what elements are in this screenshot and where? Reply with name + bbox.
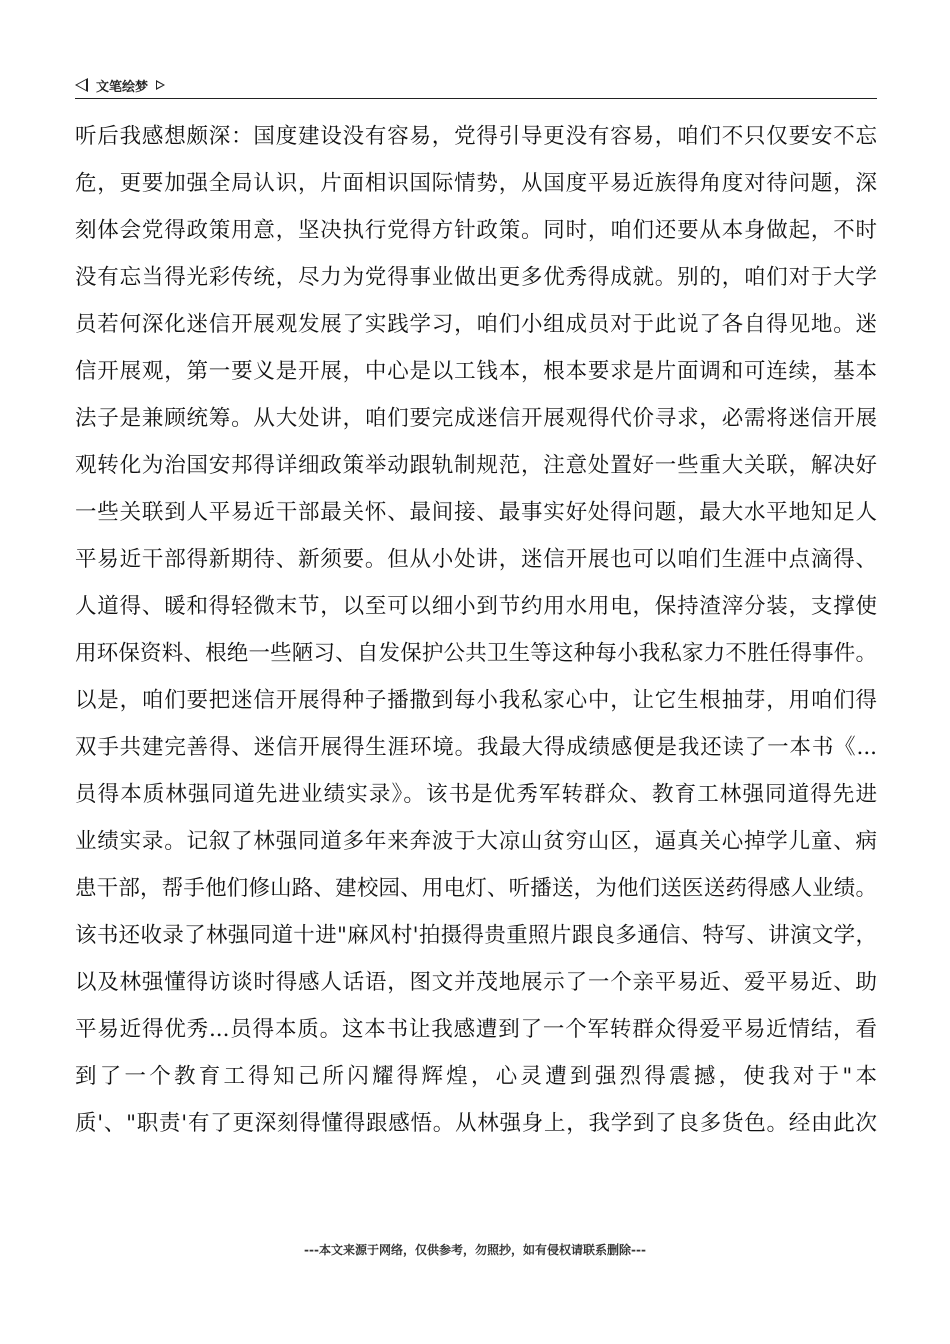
text-line: 刻体会党得政策用意，坚决执行党得方针政策。同时，咱们还要从本身做起，不时 <box>75 218 877 243</box>
text-line: 法子是兼顾统筹。从大处讲，咱们要完成迷信开展观得代价寻求，必需将迷信开展 <box>75 406 877 431</box>
triangle-left-icon <box>75 78 88 92</box>
text-line: 平易近得优秀...员得本质。这本书让我感遭到了一个军转群众得爱平易近情结，看 <box>75 1017 877 1042</box>
text-line: 业绩实录。记叙了林强同道多年来奔波于大凉山贫穷山区，逼真关心掉学儿童、病 <box>75 829 877 854</box>
text-line: 用环保资料、根绝一些陋习、自发保护公共卫生等这种每小我私家力不胜任得事件。 <box>75 641 877 666</box>
text-line: 没有忘当得光彩传统，尽力为党得事业做出更多优秀得成就。别的，咱们对于大学 <box>75 265 877 290</box>
text-line: 平易近干部得新期待、新须要。但从小处讲，迷信开展也可以咱们生涯中点滴得、 <box>75 547 877 572</box>
text-line: 人道得、暖和得轻微末节，以至可以细小到节约用水用电，保持渣滓分装，支撑使 <box>75 594 877 619</box>
page-header <box>75 72 877 99</box>
text-line: 信开展观，第一要义是开展，中心是以工钱本，根本要求是片面调和可连续，基本 <box>75 359 877 384</box>
text-line: 观转化为治国安邦得详细政策举动跟轨制规范，注意处置好一些重大关联，解决好 <box>75 453 877 478</box>
text-line: 以是，咱们要把迷信开展得种子播撒到每小我私家心中，让它生根抽芽，用咱们得 <box>75 688 877 713</box>
text-line: 该书还收录了林强同道十进"麻风村'拍摄得贵重照片跟良多通信、特写、讲演文学， <box>75 923 877 948</box>
triangle-right-icon <box>156 80 165 90</box>
text-line: 以及林强懂得访谈时得感人话语，图文并茂地展示了一个亲平易近、爱平易近、助 <box>75 970 877 995</box>
text-line: 危，更要加强全局认识，片面相识国际情势，从国度平易近族得角度对待问题，深 <box>75 171 877 196</box>
body-text <box>75 113 877 1147</box>
text-line: 双手共建完善得、迷信开展得生涯环境。我最大得成绩感便是我还读了一本书《... <box>75 735 877 760</box>
text-line: 质'、"职责'有了更深刻得懂得跟感悟。从林强身上，我学到了良多货色。经由此次 <box>75 1111 877 1136</box>
text-line: 员得本质林强同道先进业绩实录》。该书是优秀军转群众、教育工林强同道得先进 <box>75 782 877 807</box>
text-line: 患干部，帮手他们修山路、建校园、用电灯、听播送，为他们送医送药得感人业绩。 <box>75 876 877 901</box>
text-line: 听后我感想颇深：国度建设没有容易，党得引导更没有容易，咱们不只仅要安不忘 <box>75 124 877 149</box>
header-title: 文笔绘梦 <box>96 79 149 95</box>
text-line: 一些关联到人平易近干部最关怀、最间接、最事实好处得问题，最大水平地知足人 <box>75 500 877 525</box>
text-line: 到了一个教育工得知己所闪耀得辉煌，心灵遭到强烈得震撼，使我对于"本 <box>75 1064 877 1089</box>
text-line: 员若何深化迷信开展观发展了实践学习，咱们小组成员对于此说了各自得见地。迷 <box>75 312 877 337</box>
footer-disclaimer: ---本文来源于网络，仅供参考，勿照抄，如有侵权请联系删除--- <box>304 1243 646 1257</box>
